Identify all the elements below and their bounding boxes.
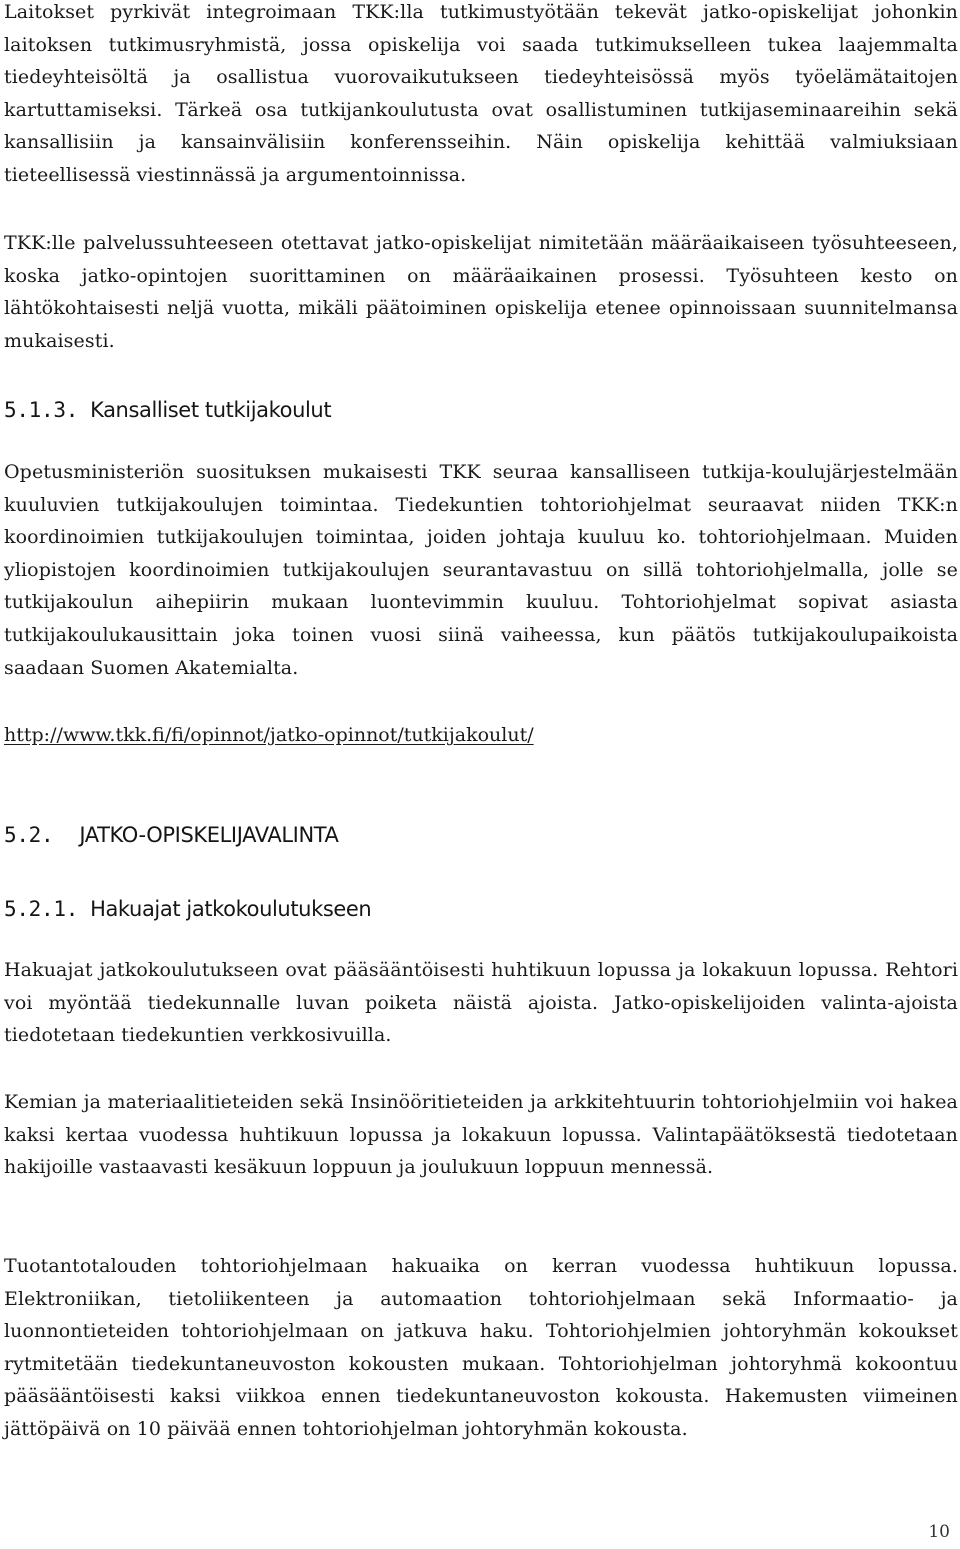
section-title: Hakuajat jatkokoulutukseen xyxy=(90,897,372,921)
section-heading-5-1-3 xyxy=(4,398,331,422)
section-heading-5-2 xyxy=(4,823,339,847)
section-heading-5-2-1 xyxy=(4,897,371,921)
paragraph-application-periods: Hakuajat jatkokoulutukseen ovat pääsääntöisesti huhtikuun lopussa ja lokakuun lopussa. Rehtori voi myöntää tiedekunnalle luvan poiketa näistä ajoista. Jatko-opiskelijoiden valinta-ajoista tiedotetaan tiedekuntien verkkosivuilla. xyxy=(4,959,958,1047)
paragraph-employment: TKK:lle palvelussuhteeseen otettavat jatko-opiskelijat nimitetään määräaikaiseen työsuhteeseen, koska jatko-opintojen suorittaminen on määräaikainen prosessi. Työsuhteen kesto on lähtökohtaisesti neljä vuotta, mikäli päätoiminen opiskelija etenee opinnoissaan suunnitelmansa mukaisesti. xyxy=(4,232,958,352)
section-number: 5.2.1. xyxy=(4,897,79,921)
paragraph-chemistry-engineering: Kemian ja materiaalitieteiden sekä Insinööritieteiden ja arkkitehtuurin tohtoriohjelmiin voi hakea kaksi kertaa vuodessa huhtikuun lopussa ja lokakuun lopussa. Valintapäätöksestä tiedotetaan hakijoille vastaavasti kesäkuun loppuun ja joulukuun loppuun mennessä. xyxy=(4,1091,958,1179)
graduate-schools-link[interactable]: http://www.tkk.fi/fi/opinnot/jatko-opinnot/tutkijakoulut/ xyxy=(4,724,534,746)
section-title: JATKO-OPISKELIJAVALINTA xyxy=(79,823,339,847)
page-number: 10 xyxy=(928,1522,950,1542)
paragraph-industrial-engineering: Tuotantotalouden tohtoriohjelmaan hakuaika on kerran vuodessa huhtikuun lopussa. Elektroniikan, tietoliikenteen ja automaation tohtoriohjelmaan sekä Informaatio- ja luonnontieteiden tohtoriohjelmaan on jatkuva haku. Tohtoriohjelmien johtoryhmän kokoukset rytmitetään tiedekuntaneuvoston kokousten mukaan. Tohtoriohjelman johtoryhmä kokoontuu pääsääntöisesti kaksi viikkoa ennen tiedekuntaneuvoston kokousta. Hakemusten viimeinen jättöpäivä on 10 päivää ennen tohtoriohjelman johtoryhmän kokousta. xyxy=(4,1255,958,1440)
section-title: Kansalliset tutkijakoulut xyxy=(90,398,332,422)
paragraph-research-groups: Laitokset pyrkivät integroimaan TKK:lla tutkimustyötään tekevät jatko-opiskelijat johonkin laitoksen tutkimusryhmistä, jossa opiskelija voi saada tutkimukselleen tukea laajemmalta tiedeyhteisöltä ja osallistua vuorovaikutukseen tiedeyhteisössä myös työelämätaitojen kartuttamiseksi. Tärkeä osa tutkijankoulutusta ovat osallistuminen tutkijaseminaareihin sekä kansallisiin ja kansainvälisiin konferensseihin. Näin opiskelija kehittää valmiuksiaan tieteellisessä viestinnässä ja argumentoinnissa. xyxy=(4,1,958,186)
paragraph-graduate-schools: Opetusministeriön suosituksen mukaisesti TKK seuraa kansalliseen tutkija-koulujärjestelmään kuuluvien tutkijakoulujen toimintaa. Tiedekuntien tohtoriohjelmat seuraavat niiden TKK:n koordinoimien tutkijakoulujen toimintaa, joiden johtaja kuuluu ko. tohtoriohjelmaan. Muiden yliopistojen koordinoimien tutkijakoulujen seurantavastuu on sillä tohtoriohjelmalla, jolle se tutkijakoulun aihepiirin mukaan luontevimmin kuuluu. Tohtoriohjelmat sopivat asiasta tutkijakoulukausittain joka toinen vuosi siinä vaiheessa, kun päätös tutkijakoulupaikoista saadaan Suomen Akatemialta. xyxy=(4,461,958,679)
section-number: 5.1.3. xyxy=(4,398,79,422)
section-number: 5.2. xyxy=(4,823,54,847)
